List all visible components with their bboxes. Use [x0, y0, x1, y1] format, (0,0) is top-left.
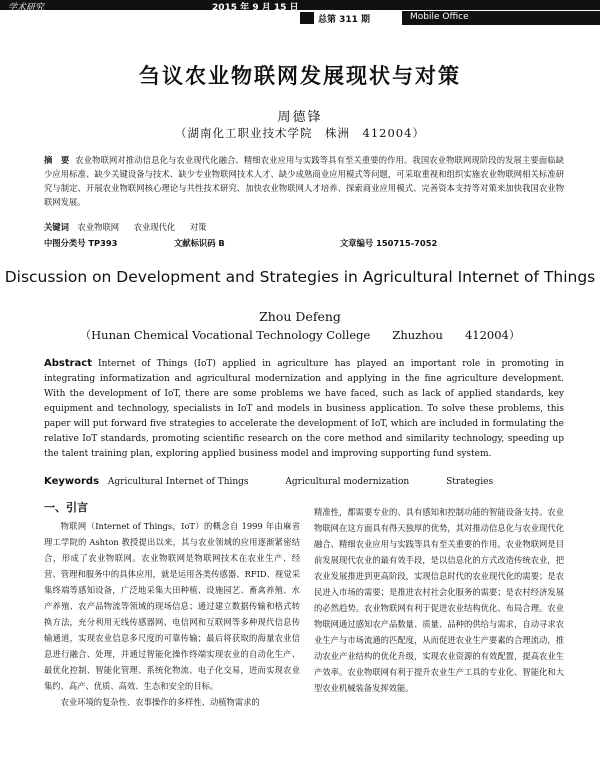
- chinese-keyword: 农业现代化: [133, 222, 176, 232]
- body-paragraph: 物联网（Internet of Things，IoT）的概念自 1999 年由麻省理工学院的 Ashton 教授提出以来，其与农业领域的应用逐渐紧密结合，形成了农业物联网。农业物联网是物联网技术在农业生产、经营、管理和服务中的具体应用，就是运用各类传感器、RFID、视觉采集终端等感知设备，广泛地采集大田种植、设施园艺、畜禽养殖、水产养殖、农产品物流等领域的现场信息；通过建立数据传输和格式转换方法，充分利用无线传感器网、电信网和互联网等多种现代信息传输通道，实现农业信息多尺度的可靠传输；最后将获取的海量农业信息进行融合、处理，并通过智能化操作终端实现农业的自动化生产、最优化控制、智能化管理、系统化物流、电子化交易，进而实现农业集约、高产、优质、高效、生态和安全的目标。: [44, 521, 300, 691]
- english-affiliation: [0, 327, 600, 343]
- body-paragraph: 精准性，都需要专业的、具有感知和控制功能的智能设备支持。农业物联网在这方面具有得天独厚的优势，其对推动信息化与农业现代化融合、精细农业应用与实践等具有至关重要的作用。农业物联网是目前发展现代农业的最有效手段，是以信息化的方式改造传统农业，把农业发展推进到更高阶段，实现信息时代的农业现代化的需要；是农民进入市场的需要；是推进农村社会化服务的需要；是农村经济发展的必然趋势。农业物联网有利于促进农业结构优化、布局合理。农业物联网通过感知农产品数量、质量、品种的供给与需求，自动寻求农业生产与市场流通的匹配度，从而促进农业生产要素的合理流动，推动农业产业结构的优化升级，实现农业资源的有效配置，提高农业生产效率。农业物联网有利于提升农业生产工具的专业化、智能化和大型农业机械装备发挥效能。: [314, 507, 564, 693]
- english-abstract: [44, 356, 564, 462]
- body-right-column: [314, 504, 564, 696]
- english-title: Discussion on Development and Strategies in Agricultural Internet of Things: [4, 268, 596, 286]
- chinese-keyword: 对策: [189, 222, 207, 232]
- clc-number: 中图分类号 TP393: [44, 238, 118, 248]
- chinese-author: 周德锋: [277, 110, 323, 125]
- header-section-label: 学术研究: [8, 3, 45, 13]
- article-number: 文章编号 150715-7052: [340, 238, 438, 248]
- chinese-keywords-label: 关键词: [44, 222, 69, 232]
- english-abstract-label: Abstract: [44, 358, 93, 369]
- chinese-title: 刍议农业物联网发展现状与对策: [139, 64, 461, 88]
- english-affiliation-org: （Hunan Chemical Vocational Technology College: [79, 328, 371, 342]
- header-top-bar: [0, 0, 600, 10]
- english-keywords: [44, 476, 564, 487]
- chinese-abstract-label: 摘 要: [44, 155, 70, 165]
- chinese-abstract: [44, 153, 564, 209]
- issue-marker: [300, 12, 314, 24]
- chinese-keywords: [44, 221, 564, 233]
- english-keyword: Strategies: [446, 477, 494, 487]
- english-affiliation-city: Zhuzhou: [392, 328, 443, 342]
- chinese-affiliation: （湖南化工职业技术学院 株洲 412004）: [175, 126, 425, 140]
- document-code: 文献标识码 B: [174, 238, 225, 248]
- english-keywords-label: Keywords: [44, 476, 100, 487]
- section-heading-introduction: 一、引言: [44, 501, 88, 514]
- page-header: [0, 0, 600, 32]
- english-abstract-text: Internet of Things (IoT) applied in agriculture has played an important role in promoting in integrating informatization and agricultural modernization and applying in the fine agriculture development. With the development of IoT, there are some problems we have faced, such as lack of applied standards, key equipment and technology, specialists in IoT and models in business application. To solve these problems, this paper will put forward five strategies to accelerate the development of IoT, which are included in formulating the relative IoT standards, promoting scientific research on the core method and similarity technology, speeding up the talent training plan, exploring applied business model and improving supporting fund system.: [44, 359, 564, 459]
- english-affiliation-zip: 412004）: [464, 328, 521, 342]
- chinese-abstract-text: 农业物联网对推动信息化与农业现代化融合、精细农业应用与实践等具有至关重要的作用。我国农业物联网现阶段的发展主要面临缺少应用标准、缺少关键设备与技术、缺少专业物联网技术人才、缺少成熟商业应用模式等问题，可采取重视和组织实施农业物联网相关标准研究与制定、开展农业物联网核心理论与共性技术研究、加快农业物联网人才培养、探索商业应用模式、完善资本支持等对策来加快我国农业物联网发展。: [44, 155, 564, 207]
- english-author: Zhou Defeng: [259, 309, 341, 324]
- header-issue: 总第 311 期: [318, 15, 371, 25]
- body-paragraph: 农业环境的复杂性、农事操作的多样性、动植物需求的: [60, 697, 260, 707]
- body-left-column: [44, 500, 300, 710]
- english-keyword: Agricultural modernization: [285, 477, 410, 487]
- header-date: 2015 年 9 月 15 日: [212, 3, 299, 13]
- chinese-keyword: 农业物联网: [77, 222, 120, 232]
- english-keyword: Agricultural Internet of Things: [107, 477, 249, 487]
- journal-name: Mobile Office: [410, 12, 469, 22]
